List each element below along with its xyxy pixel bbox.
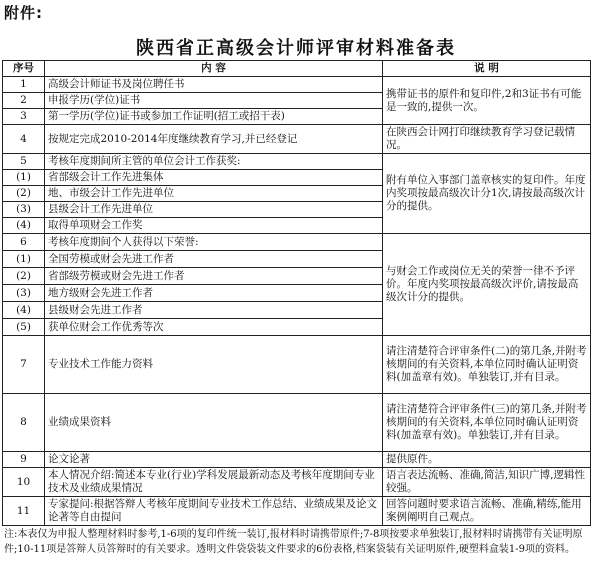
column-header-content: 内 容 [45,61,383,77]
row-content: 全国劳模或财会先进工作者 [45,251,383,268]
row-number: 3 [3,109,45,125]
row-content: 县级会计工作先进单位 [45,202,383,218]
row-content: 考核年度期间个人获得以下荣誉: [45,234,383,251]
row-note: 在陕西会计网打印继续教育学习登记载情况。 [383,125,591,154]
row-number: (5) [3,319,45,336]
row-content: 专家提问:根据答辩人考核年度期间专业技术工作总结、业绩成果及论文论著等自由提问 [45,497,383,526]
row-content: 考核年度期间所主管的单位会计工作获奖: [45,154,383,170]
row-note: 携带证书的原件和复印件,2和3证书有可能是一致的,提供一次。 [383,77,591,125]
row-content: 论文论著 [45,452,383,468]
footnote: 注:本表仅为申报人整理材料时参考,1-6项的复印件统一装订,报材料时请携带原件;7-8项按要求单独装订,报材料时请携带有关证明原件;10-11项是答辩人员答辩时的有关要求。透明文件袋袋装文件要求的6份表格,档案袋装有关证明原件,硬塑料盒装1-9项的资料。 [4,529,583,555]
row-number: (1) [3,251,45,268]
table-row [3,336,591,394]
table-header-row [3,61,591,77]
row-number: 7 [3,336,45,394]
row-content: 地方级财会先进工作者 [45,285,383,302]
row-number: 6 [3,234,45,251]
row-content: 本人情况介绍:简述本专业(行业)学科发展最新动态及考核年度期间专业技术及业绩成果情况 [45,468,383,497]
row-number: (2) [3,268,45,285]
materials-table [2,60,591,526]
row-note: 回答问题时要求语言流畅、准确,精练,能用案例阐明自己观点。 [383,497,591,526]
column-header-num: 序号 [3,61,45,77]
row-number: (4) [3,218,45,234]
table-row [3,234,591,251]
row-number: (3) [3,285,45,302]
row-note: 请注清楚符合评审条件(二)的第几条,并附考核期间的有关资料,本单位同时确认证明资料(加盖章有效)。单独装订,并有目录。 [383,336,591,394]
row-note: 与财会工作或岗位无关的荣誉一律不予评价。年度内奖项按最高级次评价,请按最高级次计分的提供。 [383,234,591,336]
row-content: 获单位财会工作优秀等次 [45,319,383,336]
row-content: 县级财会先进工作者 [45,302,383,319]
row-number: 11 [3,497,45,526]
row-number: (4) [3,302,45,319]
row-content: 省部级劳模或财会先进工作者 [45,268,383,285]
row-number: 8 [3,394,45,452]
row-number: 9 [3,452,45,468]
table-row [3,468,591,497]
column-header-note: 说 明 [383,61,591,77]
row-content: 高级会计师证书及岗位聘任书 [45,77,383,93]
row-content: 专业技术工作能力资料 [45,336,383,394]
row-content: 取得单项财会工作奖 [45,218,383,234]
row-content: 省部级会计工作先进集体 [45,170,383,186]
row-number: (1) [3,170,45,186]
row-number: 5 [3,154,45,170]
row-content: 按规定完成2010-2014年度继续教育学习,并已经登记 [45,125,383,154]
document-title: 陕西省正高级会计师评审材料准备表 [136,38,456,59]
row-content: 申报学历(学位)证书 [45,93,383,109]
row-content: 业绩成果资料 [45,394,383,452]
table-row [3,77,591,93]
table-row [3,394,591,452]
row-note: 提供原件。 [383,452,591,468]
row-content: 地、市级会计工作先进单位 [45,186,383,202]
row-number: 2 [3,93,45,109]
row-number: 1 [3,77,45,93]
row-note: 请注清楚符合评审条件(三)的第几条,并附考核期间的有关资料,本单位同时确认证明资料(加盖章有效)。单独装订,并有目录。 [383,394,591,452]
row-number: 10 [3,468,45,497]
row-note: 语言表达流畅、准确,简洁,知识广博,逻辑性较强。 [383,468,591,497]
table-row [3,125,591,154]
row-number: (2) [3,186,45,202]
row-content: 第一学历(学位)证书或参加工作证明(招工或招干表) [45,109,383,125]
attachment-label: 附件: [4,4,43,22]
table-row [3,497,591,526]
row-number: (3) [3,202,45,218]
table-row [3,452,591,468]
row-number: 4 [3,125,45,154]
table-row [3,154,591,170]
row-note: 附有单位入事部门盖章核实的复印件。年度内奖项按最高级次计分1次,请按最高级次计分的提供。 [383,154,591,234]
